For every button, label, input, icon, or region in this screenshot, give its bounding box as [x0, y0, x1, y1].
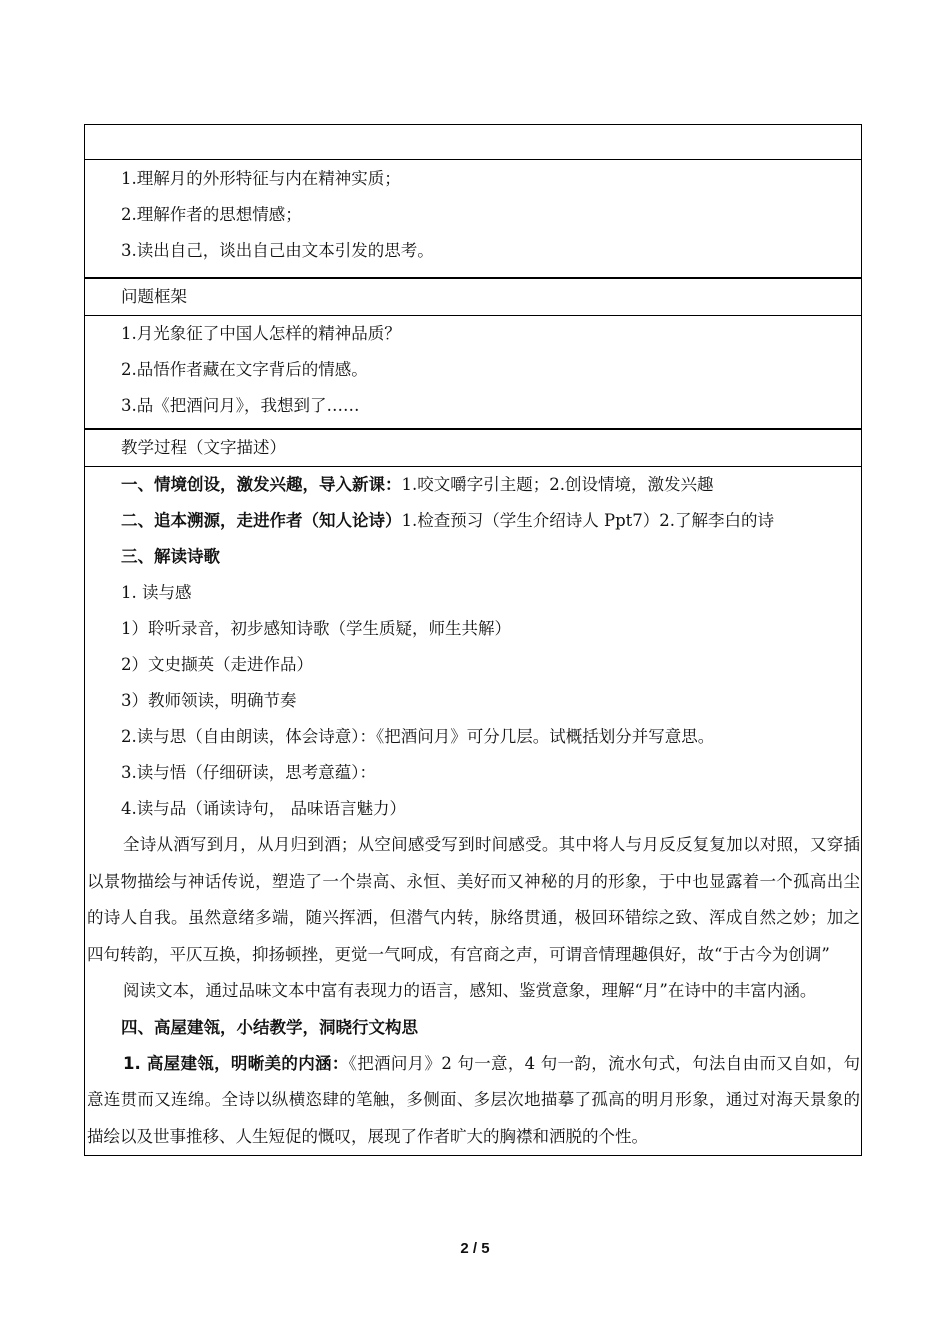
poem-analysis-paragraph: 全诗从酒写到月，从月归到酒；从空间感受写到时间感受。其中将人与月反反复复加以对照，又穿插以景物描绘与神话传说，塑造了一个崇高、永恒、美好而又神秘的月的形象，于中也显露着一个孤高出尘的诗人自我。虽然意绪多端，随兴挥洒，但潜气内转，脉络贯通，极回环错综之致、浑成自然之妙；加之四句转韵，平仄互换，抑扬顿挫，更觉一气呵成，有宫商之声，可谓音情理趣俱好，故“于古今为创调” [87, 835, 860, 964]
objective-item: 3.读出自己，谈出自己由文本引发的思考。 [121, 241, 434, 260]
framework-title-cell [85, 277, 861, 315]
framework-item: 1.月光象征了中国人怎样的精神品质？ [121, 324, 401, 343]
page-number: 2 / 5 [460, 1240, 490, 1257]
step-4-heading: 四、高屋建瓴，小结教学，洞晓行文构思 [121, 1017, 418, 1037]
process-title: 教学过程（文字描述） [121, 438, 286, 457]
step-3-item: 3.读与悟（仔细研读，思考意蕴）： [121, 763, 376, 782]
step-1-heading: 一、情境创设，激发兴趣，导入新课： [121, 475, 402, 494]
lesson-plan-table [84, 124, 862, 1156]
framework-cell [85, 315, 861, 428]
objective-item: 1.理解月的外形特征与内在精神实质； [121, 169, 401, 188]
step-3-item: 1）聆听录音，初步感知诗歌（学生质疑，师生共解） [121, 619, 511, 638]
step-2 [85, 503, 861, 539]
step-3-item: 1. 读与感 [121, 583, 192, 602]
step-3-item: 3）教师领读，明确节奏 [121, 691, 297, 710]
process-title-cell [85, 428, 861, 466]
step-3-item: 2.读与思（自由朗读，体会诗意）：《把酒问月》可分几层。试概括划分并写意思。 [121, 727, 715, 746]
objectives-cell [85, 159, 861, 277]
step-2-text: 1.检查预习（学生介绍诗人 Ppt7）2.了解李白的诗 [401, 511, 775, 530]
step-3-item: 2）文史撷英（走进作品） [121, 655, 313, 674]
step-2-heading: 二、追本溯源，走进作者（知人论诗） [121, 511, 402, 530]
step-1-text: 1.咬文嚼字引主题；2.创设情境，激发兴趣 [401, 475, 714, 494]
step-3-heading: 三、解读诗歌 [121, 547, 220, 566]
summary-paragraph [85, 1046, 861, 1156]
step-1 [85, 467, 861, 503]
framework-title: 问题框架 [121, 287, 187, 306]
table-header-row [85, 125, 861, 159]
objective-item: 2.理解作者的思想情感； [121, 205, 302, 224]
process-cell [85, 466, 861, 1155]
summary-text: 《把酒问月》2 句一意，4 句一韵，流水句式，句法自由而又自如，句意连贯而又连绵。全诗以纵横恣肆的笔触，多侧面、多层次地描摹了孤高的明月形象，通过对海天景象的描绘以及世事推移、人生短促的慨叹，展现了作者旷大的胸襟和洒脱的个性。 [87, 1053, 860, 1146]
summary-heading: 1. 高屋建瓴，明晰美的内涵： [123, 1053, 349, 1073]
framework-item: 2.品悟作者藏在文字背后的情感。 [121, 360, 368, 379]
reading-goal-paragraph: 阅读文本，通过品味文本中富有表现力的语言，感知、鉴赏意象，理解“月”在诗中的丰富内涵。 [123, 981, 817, 1000]
framework-item: 3.品《把酒问月》，我想到了…… [121, 396, 360, 415]
step-3-item: 4.读与品（诵读诗句， 品味语言魅力） [121, 799, 406, 818]
